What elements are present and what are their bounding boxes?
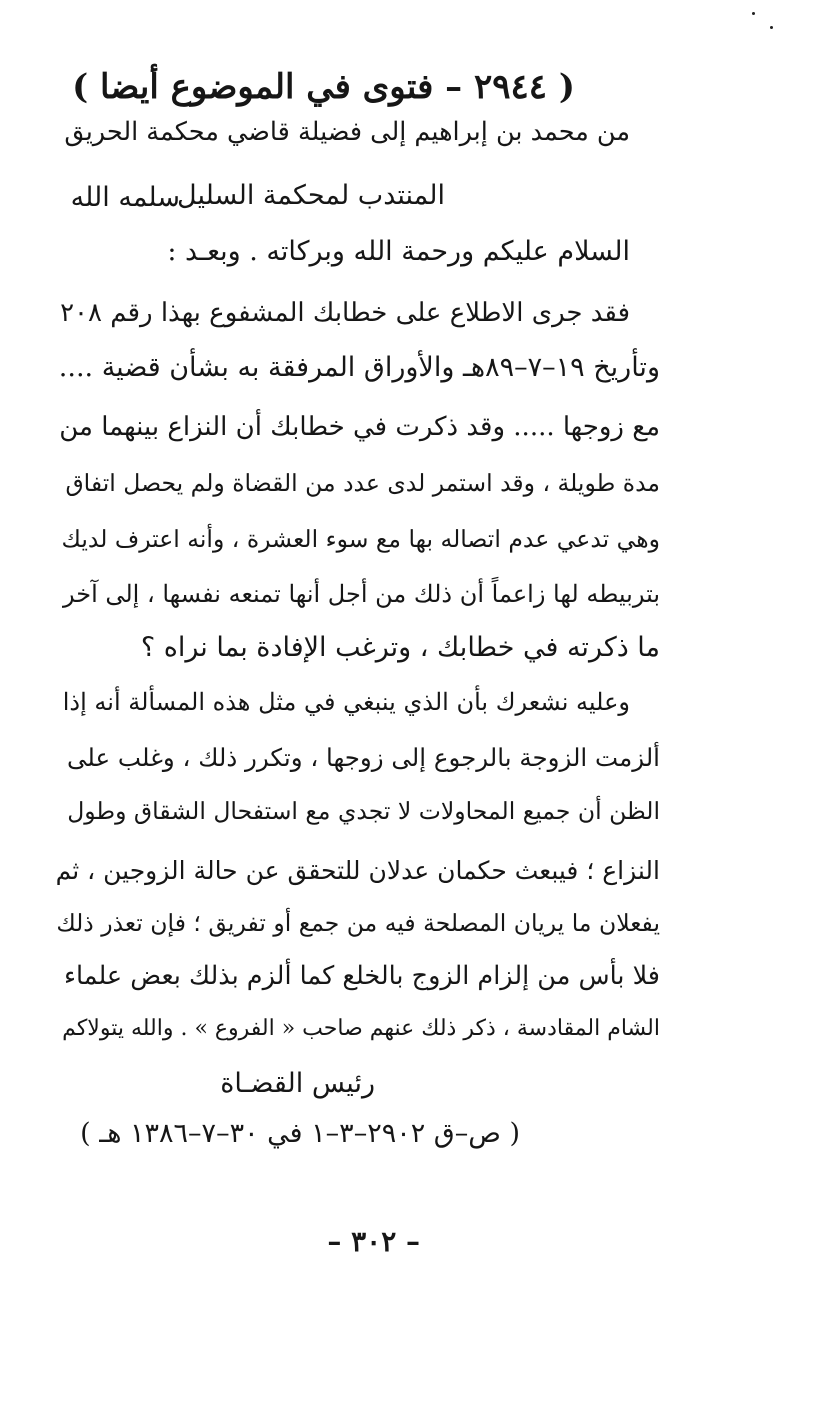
speck-mark [770, 26, 773, 29]
paragraph-line: فقد جرى الاطلاع على خطابك المشفوع بهذا رقم ٢٠٨ [60, 298, 630, 328]
greeting-line: السلام عليكم ورحمة الله وبركاته . وبعـد : [167, 236, 630, 267]
paragraph-line: الظن أن جميع المحاولات لا تجدي مع استفحال الشقاق وطول [67, 797, 660, 825]
paragraph-line: الشام المقادسة ، ذكر ذلك عنهم صاحب « الفروع » . والله يتولاكم [62, 1016, 660, 1041]
delegate-line: المنتدب لمحكمة السليل [177, 180, 445, 211]
paragraph-line: مع زوجها ..... وقد ذكرت في خطابك أن النزاع بينهما من [59, 412, 660, 442]
paragraph-line: وتأريخ ١٩–٧–٨٩هـ والأوراق المرفقة به بشأن قضية .... [58, 352, 660, 383]
blessing-text: سلمه الله [70, 182, 180, 213]
paragraph-line: مدة طويلة ، وقد استمر لدى عدد من القضاة ولم يحصل اتفاق [65, 469, 660, 497]
paragraph-line: بتربيطه لها زاعماً أن ذلك من أجل أنها تمنعه نفسها ، إلى آخر [62, 580, 660, 608]
paragraph-line: ألزمت الزوجة بالرجوع إلى زوجها ، وتكرر ذلك ، وغلب على [66, 743, 660, 772]
page-number: – ٣٠٢ – [327, 1225, 420, 1258]
speck-mark [752, 12, 755, 15]
paragraph-line: وهي تدعي عدم اتصاله بها مع سوء العشرة ، وأنه اعترف لديك [61, 525, 660, 553]
fatwa-title: ( ٢٩٤٤ – فتوى في الموضوع أيضا ) [72, 67, 575, 107]
paragraph-line: وعليه نشعرك بأن الذي ينبغي في مثل هذه المسألة أنه إذا [62, 688, 630, 716]
paragraph-line: يفعلان ما يريان المصلحة فيه من جمع أو تفريق ؛ فإن تعذر ذلك [56, 909, 660, 937]
reference-line: ( ص–ق ٢٩٠٢–٣–١ في ٣٠–٧–١٣٨٦ هـ ) [80, 1118, 520, 1149]
paragraph-line: فلا بأس من إلزام الزوج بالخلع كما ألزم بذلك بعض علماء [63, 961, 660, 991]
paragraph-line: ما ذكرته في خطابك ، وترغب الإفادة بما نراه ؟ [140, 632, 660, 663]
sender-line: من محمد بن إبراهيم إلى فضيلة قاضي محكمة الحريق [64, 117, 630, 147]
signature-title: رئيس القضـاة [220, 1068, 375, 1099]
paragraph-line: النزاع ؛ فيبعث حكمان عدلان للتحقق عن حالة الزوجين ، ثم [55, 856, 660, 885]
